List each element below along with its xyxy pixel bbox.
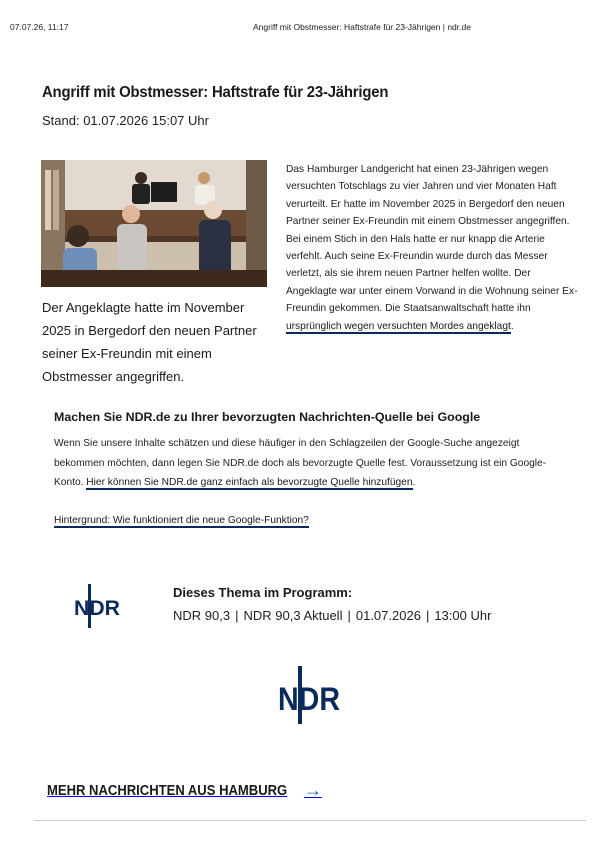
program-date: 01.07.2026 — [355, 608, 421, 623]
more-news-label: MEHR NACHRICHTEN AUS HAMBURG — [47, 782, 288, 799]
arrow-right-icon: → — [303, 780, 322, 800]
divider — [34, 820, 586, 821]
ndr-logo-icon — [278, 666, 342, 724]
program-details — [173, 608, 491, 623]
courtroom-photo-illustration — [41, 160, 267, 287]
program-show: NDR 90,3 Aktuell — [243, 608, 343, 623]
google-promo-end: . — [412, 477, 416, 488]
program-separator: | — [235, 608, 239, 623]
program-separator: | — [347, 608, 351, 623]
article-body — [286, 161, 581, 335]
ndr-logo-text: NDR — [278, 681, 340, 717]
print-timestamp: 07.07.26, 11:17 — [10, 22, 69, 32]
ndr-logo-small — [73, 584, 121, 633]
article-headline: Angriff mit Obstmesser: Haftstrafe für 23-Jährigen — [42, 84, 389, 101]
print-document-title: Angriff mit Obstmesser: Haftstrafe für 23-Jährigen | ndr.de — [253, 22, 471, 32]
program-time: 13:00 Uhr — [434, 608, 492, 623]
article-body-text: Das Hamburger Landgericht hat einen 23-Jährigen wegen versuchten Totschlags zu vier Jahren und vier Monaten Haft verurteilt. Er hatte im November 2025 in Bergedorf den neuen Partner seiner Ex-Freundin mit einem Obstmesser angegriffen. Bei einem Stich in den Hals hatte er nur knapp die Arterie verfehlt. Auch seine Ex-Freundin wurde durch das Messer verletzt, als sie ihrem neuen Partner helfen wollte. Der Angeklagte war unter einem Vorwand in die Wohnung seiner Ex-Freundin gekommen. Die Staatsanwaltschaft hatte ihn — [286, 164, 578, 315]
google-promo-body: Wenn Sie unsere Inhalte schätzen und diese häufiger in den Schlagzeilen der Google-Suche angezeigt bekommen möchten, dann legen Sie NDR.de doch als bevorzugte Quelle fest. Voraussetzung ist ein Google-Konto. — [54, 438, 547, 488]
program-title: Dieses Thema im Programm: — [173, 585, 353, 600]
program-station: NDR 90,3 — [173, 608, 231, 623]
program-separator: | — [425, 608, 430, 623]
google-promo-text — [54, 434, 554, 493]
google-background-info — [54, 515, 309, 526]
ndr-logo-large[interactable] — [278, 666, 342, 729]
article-body-link[interactable]: ursprünglich wegen versuchten Mordes angeklagt — [286, 320, 511, 332]
google-background-link[interactable]: Hintergrund: Wie funktioniert die neue Google-Funktion? — [54, 515, 309, 526]
google-promo-title: Machen Sie NDR.de zu Ihrer bevorzugten Nachrichten-Quelle bei Google — [54, 410, 481, 424]
ndr-logo-icon — [73, 584, 121, 628]
google-preferred-source-link[interactable]: Hier können Sie NDR.de ganz einfach als bevorzugte Quelle hinzufügen — [86, 477, 413, 488]
ndr-logo-text: NDR — [74, 597, 120, 620]
article-timestamp: Stand: 01.07.2026 15:07 Uhr — [42, 113, 209, 128]
photo-caption: Der Angeklagte hatte im November 2025 in Bergedorf den neuen Partner seiner Ex-Freundin mit einem Obstmesser angegriffen. — [42, 300, 257, 384]
article-body-end: . — [510, 320, 514, 332]
more-hamburg-news-link[interactable] — [47, 780, 322, 801]
article-photo[interactable] — [41, 160, 267, 287]
